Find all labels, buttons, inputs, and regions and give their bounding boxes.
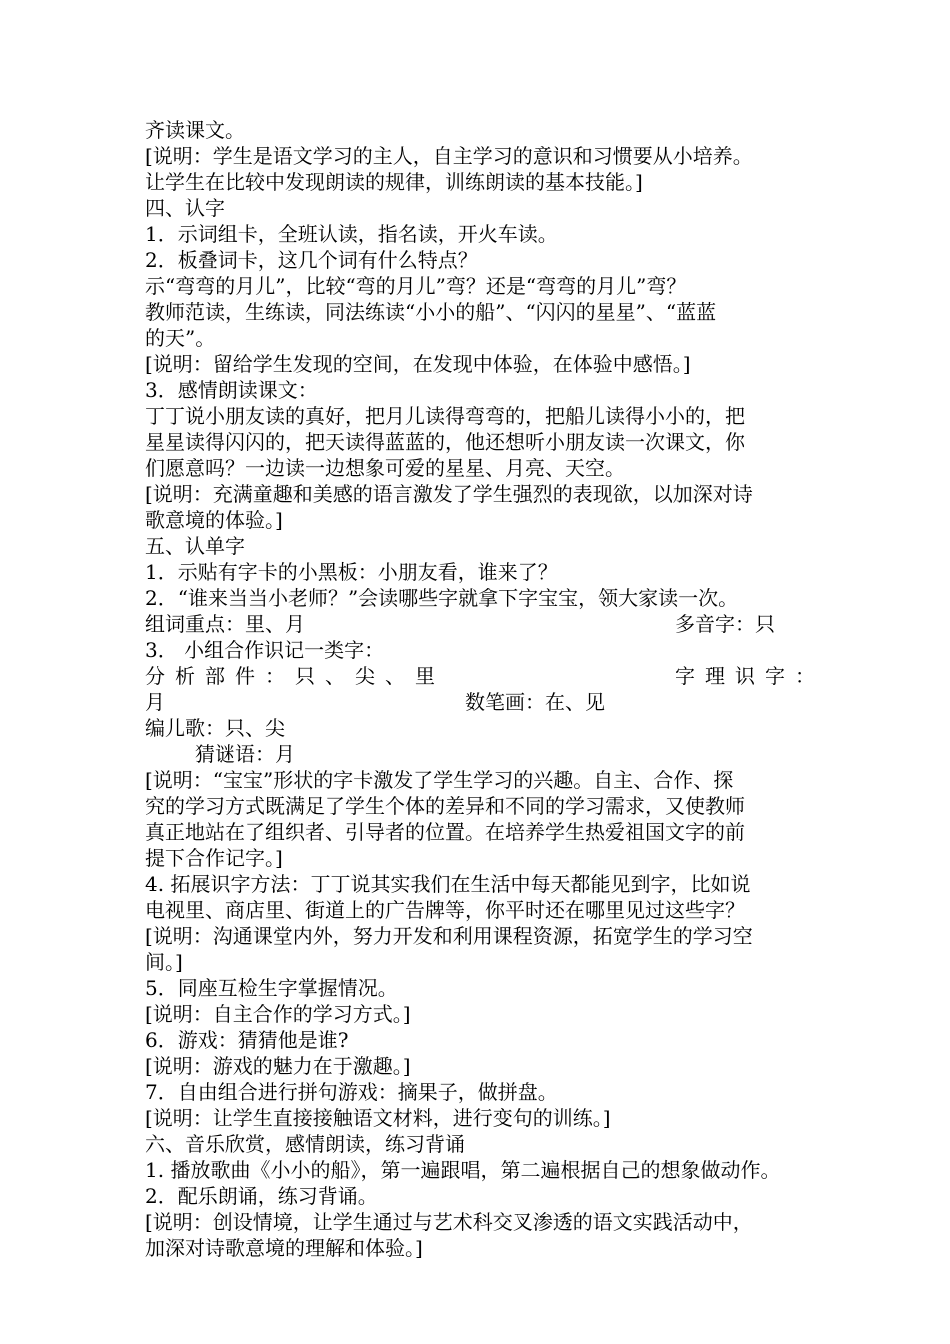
text-line: 2．板叠词卡，这几个词有什么特点？	[145, 248, 478, 272]
text-line: 编儿歌：只、尖	[145, 716, 285, 740]
text-line: 1. 播放歌曲《小小的船》，第一遍跟唱，第二遍根据自己的想象做动作。	[145, 1158, 781, 1182]
text-line: 1．示贴有字卡的小黑板：小朋友看，谁来了？	[145, 560, 558, 584]
explanation-line: [说明：创设情境，让学生通过与艺术科交叉渗透的语文实践活动中，	[145, 1210, 753, 1234]
explanation-line: 真正地站在了组织者、引导者的位置。在培养学生热爱祖国文字的前	[145, 820, 745, 844]
section-heading-4: 四、认字	[145, 196, 225, 220]
text-line: 3． 小组合作识记一类字：	[145, 638, 385, 662]
text-cell: 字理识字：	[675, 664, 825, 688]
explanation-line: [说明：留给学生发现的空间，在发现中体验，在体验中感悟。]	[145, 352, 691, 376]
explanation-line: [说明：自主合作的学习方式。]	[145, 1002, 411, 1026]
explanation-line: [说明：游戏的魅力在于激趣。]	[145, 1054, 411, 1078]
text-cell: 月	[145, 690, 165, 714]
text-cell: 分析部件：只、尖、里	[145, 664, 445, 688]
explanation-line: [说明：让学生直接接触语文材料，进行变句的训练。]	[145, 1106, 611, 1130]
text-row	[145, 663, 825, 689]
text-line: 星星读得闪闪的，把天读得蓝蓝的，他还想听小朋友读一次课文，你	[145, 430, 745, 454]
explanation-line: [说明：“宝宝”形状的字卡激发了学生学习的兴趣。自主、合作、探	[145, 768, 734, 792]
text-line: 电视里、商店里、街道上的广告牌等，你平时还在哪里见过这些字？	[145, 898, 745, 922]
text-line: 1．示词组卡，全班认读，指名读，开火车读。	[145, 222, 558, 246]
text-cell: 数笔画：在、见	[465, 690, 605, 714]
explanation-line: 间。]	[145, 950, 183, 974]
section-heading-6: 六、音乐欣赏，感情朗读，练习背诵	[145, 1132, 465, 1156]
text-line: 齐读课文。	[145, 118, 245, 142]
text-line: 的天”。	[145, 326, 216, 350]
explanation-line: 究的学习方式既满足了学生个体的差异和不同的学习需求，又使教师	[145, 794, 745, 818]
explanation-line: 提下合作记字。]	[145, 846, 283, 870]
text-line: 示“弯弯的月儿”，比较“弯的月儿”弯？还是“弯弯的月儿”弯？	[145, 274, 687, 298]
text-line: 猜谜语：月	[195, 742, 295, 766]
text-cell: 组词重点：里、月	[145, 612, 305, 636]
explanation-line: 让学生在比较中发现朗读的规律，训练朗读的基本技能。]	[145, 170, 643, 194]
explanation-line: [说明：沟通课堂内外，努力开发和利用课程资源，拓宽学生的学习空	[145, 924, 753, 948]
text-row	[145, 689, 825, 715]
explanation-line: 加深对诗歌意境的理解和体验。]	[145, 1236, 423, 1260]
explanation-line: 歌意境的体验。]	[145, 508, 283, 532]
text-line: 4. 拓展识字方法：丁丁说其实我们在生活中每天都能见到字，比如说	[145, 872, 751, 896]
text-line: 教师范读，生练读，同法练读“小小的船”、“闪闪的星星”、“蓝蓝	[145, 300, 717, 324]
text-line: 7．自由组合进行拼句游戏：摘果子，做拼盘。	[145, 1080, 558, 1104]
explanation-line: [说明：充满童趣和美感的语言激发了学生强烈的表现欲，以加深对诗	[145, 482, 753, 506]
section-heading-5: 五、认单字	[145, 534, 245, 558]
explanation-line: [说明：学生是语文学习的主人，自主学习的意识和习惯要从小培养。	[145, 144, 753, 168]
text-row	[145, 611, 825, 637]
text-line: 2．“谁来当当小老师？”会读哪些字就拿下字宝宝，领大家读一次。	[145, 586, 739, 610]
text-line: 丁丁说小朋友读的真好，把月儿读得弯弯的，把船儿读得小小的，把	[145, 404, 745, 428]
lesson-plan-text	[145, 117, 825, 1261]
text-line: 3．感情朗读课文：	[145, 378, 318, 402]
text-line: 们愿意吗？一边读一边想象可爱的星星、月亮、天空。	[145, 456, 625, 480]
text-line: 6．游戏：猜猜他是谁?	[145, 1028, 349, 1052]
text-line: 2．配乐朗诵，练习背诵。	[145, 1184, 378, 1208]
text-line: 5．同座互检生字掌握情况。	[145, 976, 398, 1000]
text-cell: 多音字：只	[675, 612, 775, 636]
